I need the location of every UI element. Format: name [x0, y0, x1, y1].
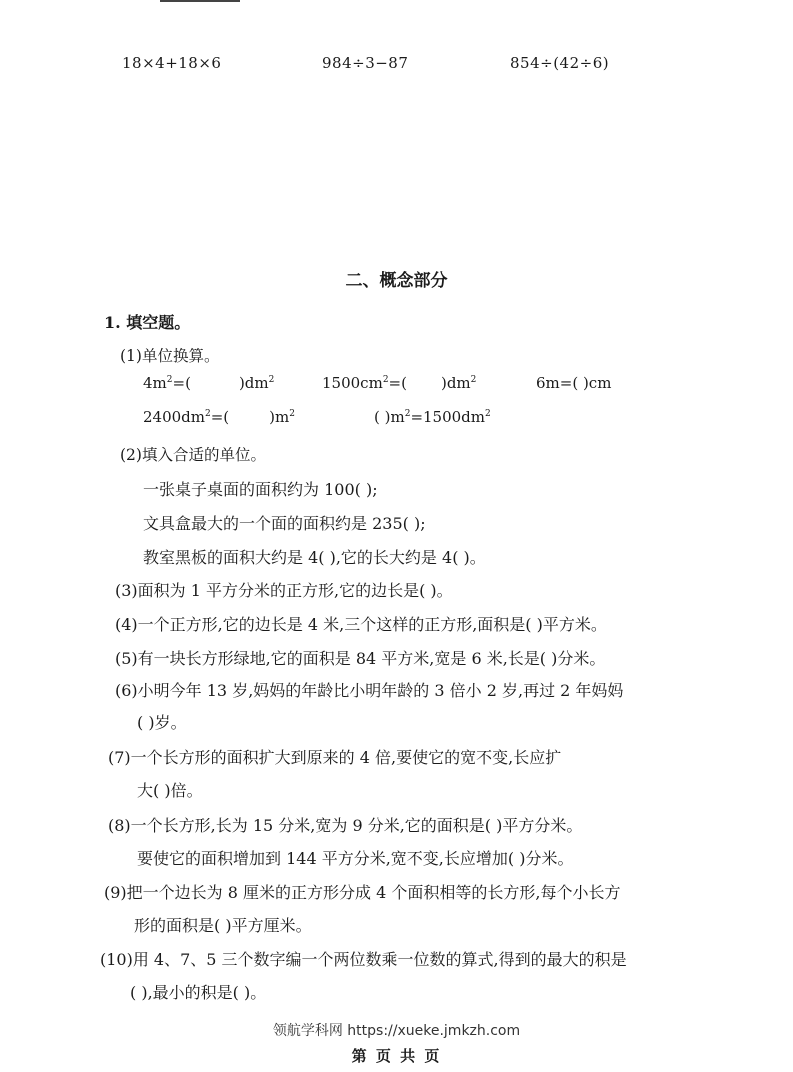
- text: )dm: [440, 374, 471, 392]
- unit-conversion-e: [374, 408, 491, 426]
- sub-question-2-line-3: 教室黑板的面积大约是 4( ),它的长大约是 4( )。: [143, 548, 486, 567]
- calc-expression-2: 984÷3−87: [322, 54, 409, 72]
- question-3: (3)面积为 1 平方分米的正方形,它的边长是( )。: [115, 581, 453, 600]
- question-4: (4)一个正方形,它的边长是 4 米,三个这样的正方形,面积是( )平方米。: [115, 615, 607, 634]
- superscript: 2: [268, 375, 275, 385]
- top-edge-mark: [160, 0, 240, 2]
- question-10-line-1: (10)用 4、7、5 三个数字编一个两位数乘一位数的算式,得到的最大的积是: [100, 950, 627, 969]
- question-5: (5)有一块长方形绿地,它的面积是 84 平方米,宽是 6 米,长是( )分米。: [115, 649, 606, 668]
- question-7-line-2: 大( )倍。: [137, 781, 203, 800]
- question-6-line-1: (6)小明今年 13 岁,妈妈的年龄比小明年龄的 3 倍小 2 岁,再过 2 年妈妈: [115, 681, 624, 700]
- question-8-line-2: 要使它的面积增加到 144 平方分米,宽不变,长应增加( )分米。: [137, 849, 574, 868]
- text: =(: [388, 374, 407, 392]
- question-6-line-2: ( )岁。: [137, 713, 187, 732]
- text: =(: [172, 374, 191, 392]
- question-9-line-1: (9)把一个边长为 8 厘米的正方形分成 4 个面积相等的长方形,每个小长方: [104, 883, 621, 902]
- calc-expression-3: 854÷(42÷6): [510, 54, 610, 72]
- text: =(: [210, 408, 230, 426]
- text: =1500dm: [410, 408, 486, 426]
- sub-question-2-line-2: 文具盒最大的一个面的面积约是 235( );: [143, 514, 426, 533]
- question-8-line-1: (8)一个长方形,长为 15 分米,宽为 9 分米,它的面积是( )平方分米。: [108, 816, 583, 835]
- question-10-line-2: ( ),最小的积是( )。: [130, 983, 267, 1002]
- text: 4m: [143, 374, 167, 392]
- text: 1500cm: [322, 374, 383, 392]
- sub-question-2-label: (2)填入合适的单位。: [120, 446, 266, 464]
- unit-conversion-d: [143, 408, 295, 426]
- unit-conversion-c: 6m=( )cm: [536, 374, 612, 392]
- sub-question-2-line-1: 一张桌子桌面的面积约为 100( );: [143, 480, 378, 499]
- superscript: 2: [382, 375, 389, 385]
- superscript: 2: [205, 409, 211, 419]
- unit-conversion-a: [143, 374, 274, 392]
- question-1-title: 1. 填空题。: [104, 313, 191, 332]
- text: ( )m: [374, 408, 405, 426]
- text: )dm: [238, 374, 269, 392]
- calc-expression-1: 18×4+18×6: [122, 54, 222, 72]
- superscript: 2: [404, 409, 411, 419]
- unit-conversion-b: [322, 374, 476, 392]
- text: 2400dm: [143, 408, 205, 426]
- superscript: 2: [470, 375, 477, 385]
- question-7-line-1: (7)一个长方形的面积扩大到原来的 4 倍,要使它的宽不变,长应扩: [108, 748, 562, 767]
- question-9-line-2: 形的面积是( )平方厘米。: [134, 916, 312, 935]
- footer-website: 领航学科网 https://xueke.jmkzh.com: [272, 1023, 521, 1039]
- section-title: 二、概念部分: [345, 271, 448, 291]
- superscript: 2: [485, 409, 491, 419]
- text: )m: [269, 408, 290, 426]
- sub-question-1-label: (1)单位换算。: [120, 347, 220, 365]
- superscript: 2: [166, 375, 173, 385]
- superscript: 2: [289, 409, 295, 419]
- footer-page-number: 第 页 共 页: [351, 1047, 442, 1065]
